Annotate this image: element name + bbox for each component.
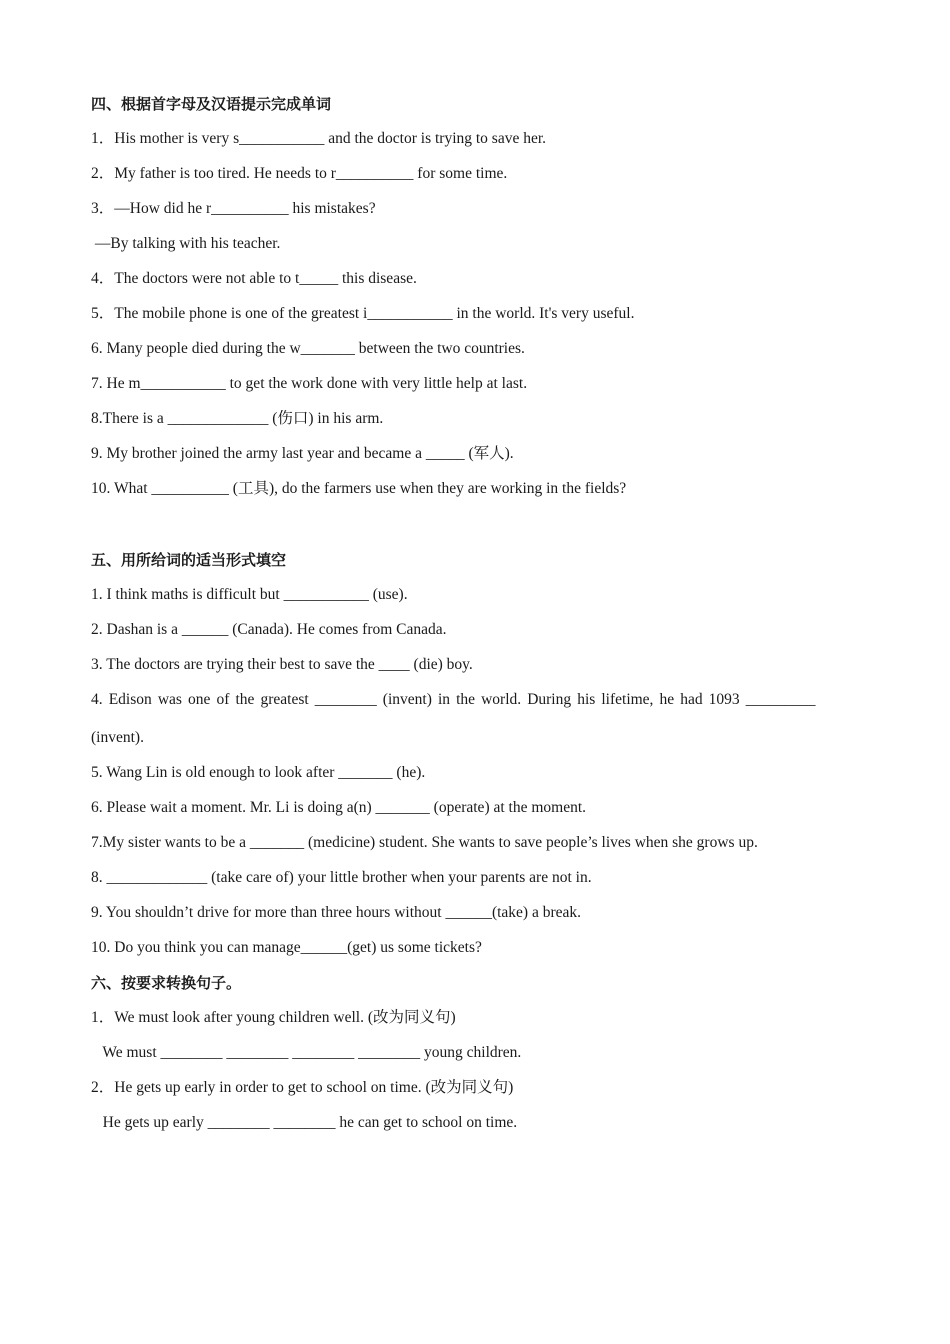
question-line: 8. _____________ (take care of) your little brother when your parents are not in. — [91, 869, 592, 886]
section-6-heading: 六、按要求转换句子。 — [91, 974, 242, 992]
question-line: 3．—How did he r__________ his mistakes? — [91, 200, 376, 217]
answer-line: We must ________ ________ ________ ________ young children. — [91, 1044, 522, 1061]
question-line: 2．He gets up early in order to get to school on time. (改为同义句) — [91, 1079, 514, 1096]
question-line: 8.There is a _____________ (伤口) in his arm. — [91, 410, 384, 427]
question-line: 1．His mother is very s___________ and the doctor is trying to save her. — [91, 130, 547, 147]
answer-line: He gets up early ________ ________ he can get to school on time. — [91, 1114, 518, 1131]
question-line: 10. Do you think you can manage______(get) us some tickets? — [91, 939, 482, 956]
question-line: 3. The doctors are trying their best to save the ____ (die) boy. — [91, 656, 473, 673]
question-line: 4．The doctors were not able to t_____ this disease. — [91, 270, 417, 287]
question-line: 1．We must look after young children well. (改为同义句) — [91, 1009, 456, 1026]
question-line: 9. My brother joined the army last year and became a _____ (军人). — [91, 445, 514, 462]
question-line: 2．My father is too tired. He needs to r__________ for some time. — [91, 165, 508, 182]
question-line: 5. Wang Lin is old enough to look after _______ (he). — [91, 764, 426, 781]
question-line: 1. I think maths is difficult but ___________ (use). — [91, 586, 408, 603]
section-5-heading: 五、用所给词的适当形式填空 — [91, 551, 287, 569]
question-line: 10. What __________ (工具), do the farmers use when they are working in the fields? — [91, 480, 627, 497]
question-line: 4. Edison was one of the greatest ________ (invent) in the world. During his lifetime, he had 1093 _________ — [91, 691, 816, 708]
question-line: (invent). — [91, 729, 144, 746]
question-line: 9. You shouldn’t drive for more than three hours without ______(take) a break. — [91, 904, 582, 921]
question-line: 2. Dashan is a ______ (Canada). He comes from Canada. — [91, 621, 447, 638]
section-4-heading: 四、根据首字母及汉语提示完成单词 — [91, 95, 332, 113]
question-line: 7. He m___________ to get the work done with very little help at last. — [91, 375, 528, 392]
question-line: 7.My sister wants to be a _______ (medicine) student. She wants to save people’s lives when she grows up. — [91, 834, 758, 851]
question-line: —By talking with his teacher. — [91, 235, 281, 252]
question-line: 6. Please wait a moment. Mr. Li is doing a(n) _______ (operate) at the moment. — [91, 799, 587, 816]
question-line: 5．The mobile phone is one of the greatest i___________ in the world. It's very useful. — [91, 305, 635, 322]
question-line: 6. Many people died during the w_______ between the two countries. — [91, 340, 525, 357]
